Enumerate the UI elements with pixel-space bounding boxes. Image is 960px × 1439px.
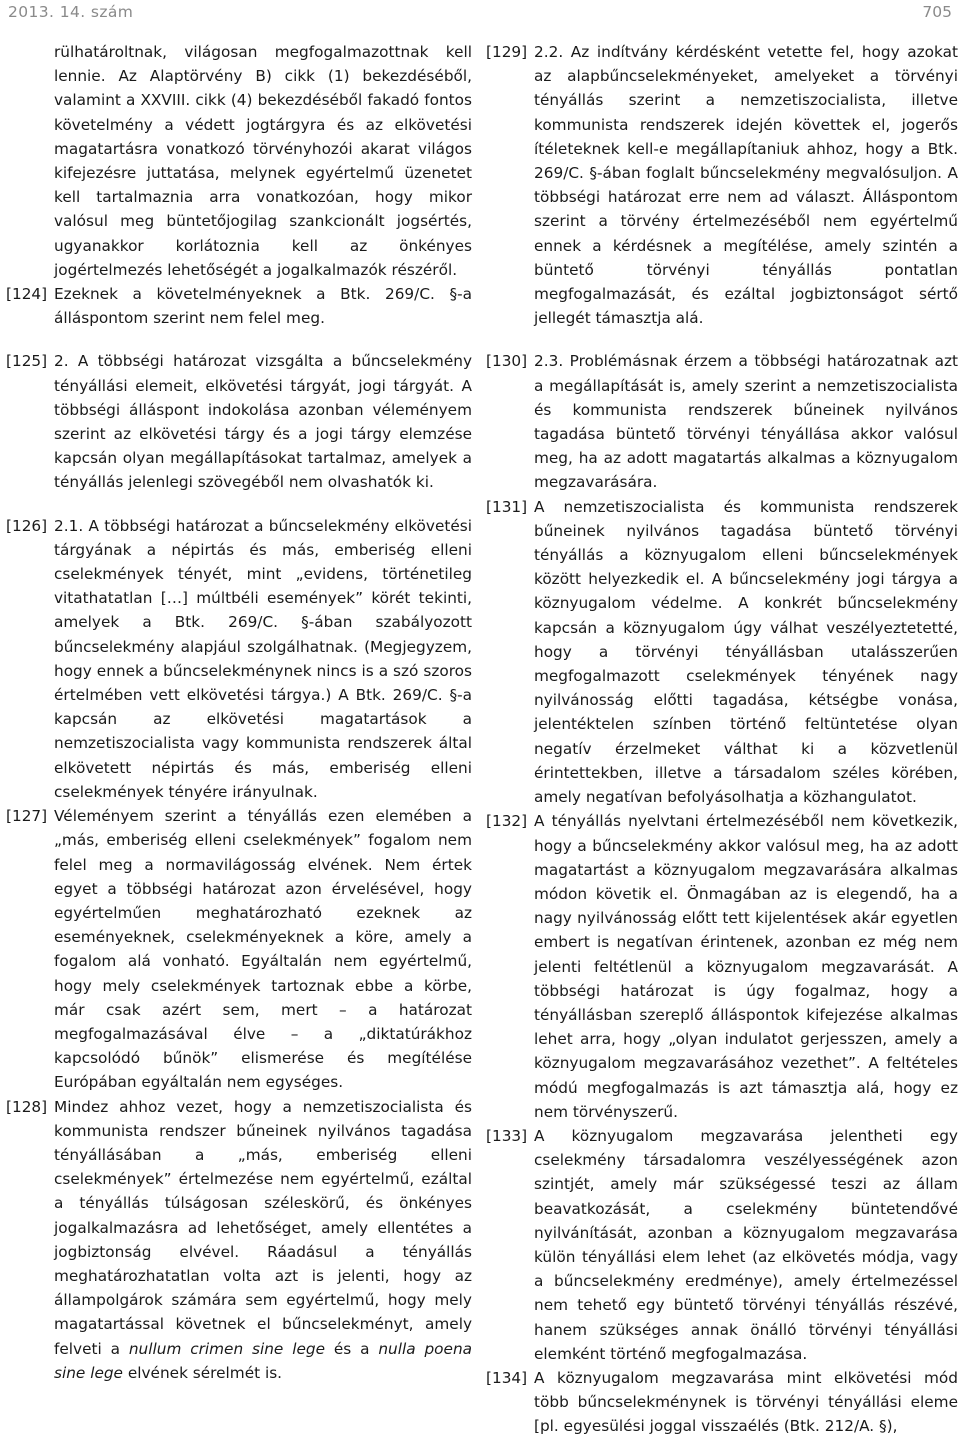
right-column — [486, 40, 958, 1439]
paragraph-131 — [486, 495, 958, 810]
paragraph-number: [133] — [486, 1126, 528, 1145]
paragraph-text — [54, 1095, 472, 1385]
paragraph-text: rülhatároltnak, világosan megfogalmazottnak kell lennie. Az Alaptörvény B) cikk (1) bekezdéséből, valamint a XXVIII. cikk (4) bekezdéséből fakadó fontos követelmény a védett jogtárgyra és az elkövetési magatartásra vonatkozó törvényhozói akarat világos kifejezésre juttatása, melynek egyértelmű üzenetet kell tartalmaznia arra vonatkozóan, hogy mikor valósul meg büntetőjogilag szankcionált jogsértés, ugyanakkor korlátoznia kell az önkényes jogértelmezés lehetőségét a jogalkalmazók részéről. — [54, 43, 472, 279]
paragraph-130 — [486, 349, 958, 494]
paragraph-text: A nemzetiszocialista és kommunista rendszerek bűneinek nyilvános tagadása büntető törvényi tényállás a köznyugalom elleni bűncselekmények között helyezkedik el. A bűncselekmény jogi tárgya a köznyugalom védelme. A konkrét bűncselekmény kapcsán a köznyugalom úgy válhat veszélyeztetetté, hogy a törvényi tényállásban utalásszerűen megfogalmazott cselekmények tényének nagy nyilvánosság előtti tagadása, kétségbe vonása, jelentéktelen színben történő feltüntetése olyan negatív érzelmeket válthat ki a közvetlenül érintettekben, illetve a társadalom széles körében, amely negatívan befolyásolhatja a közhangulatot. — [534, 497, 958, 807]
paragraph-133 — [486, 1124, 958, 1366]
paragraph-129 — [486, 40, 958, 330]
paragraph-number: [131] — [486, 497, 528, 516]
paragraph-text: 2.3. Problémásnak érzem a többségi határozatnak azt a megállapítását is, amely szerint a nemzetiszocialista és kommunista rendszerek bűneinek nyilvános tagadása büntető törvényi tényállása akkor valósul meg, ha az adott magatartás alkalmas a köznyugalom megzavarására. — [534, 352, 958, 492]
text-segment: és a — [325, 1339, 379, 1358]
continuation-paragraph — [6, 40, 472, 282]
paragraph-128 — [6, 1095, 472, 1385]
paragraph-text: A tényállás nyelvtani értelmezéséből nem következik, hogy a bűncselekmény akkor valósul meg, ha az adott magatartást a köznyugalom megzavarására alkalmas módon követik el. Önmagában az is elegendő, ha a nagy nyilvánosság előtt tett kijelentések akár egyetlen embert is negatívan érintenek, azonban ez még nem jelenti feltétlenül a köznyugalom megzavarását. A többségi határozat is úgy fogalmaz, hogy a tényállásban szereplő álláspontok kifejezése alkalmas lehet arra, hogy „olyan indulatot gerjesszen, amely a köznyugalom megzavarásához vezethet”. A feltételes módú megfogalmazás is azt támasztja alá, hogy ez nem törvényszerű. — [534, 812, 958, 1121]
left-column — [6, 40, 472, 1385]
paragraph-text: A köznyugalom megzavarása jelentheti egy cselekmény társadalomra veszélyességének azon szintjét, amely már szükségessé teszi az állam beavatkozását, a cselekmény büntetendővé nyilvánítását, azonban a köznyugalom megzavarása külön tényállási elem lehet (az elkövetés módja, vagy a bűncselekmény eredménye), amely értelmezéssel nem tehető egy büntető törvényi tényállás részévé, hanem szükséges annak önálló törvényi tényállási elemként történő megfogalmazása. — [534, 1126, 958, 1363]
page-header — [0, 0, 960, 24]
paragraph-number: [125] — [6, 352, 48, 371]
paragraph-text: 2.1. A többségi határozat a bűncselekmény elkövetési tárgyának a népirtás és más, emberiség elleni cselekmények tényét, mint „evidens, történetileg vitathatatlan […] múltbéli események” körét tekinti, amelyek a Btk. 269/C. §-ában szabályozott bűncselekmény alapjául szolgálhatnak. (Megjegyzem, hogy ennek a bűncselekménynek nincs is a szó szoros értelmében vett elkövetési tárgya.) A Btk. 269/C. §-a kapcsán az elkövetési magatartások a nemzetiszocialista vagy kommunista rendszerek által elkövetett népirtás és más, emberiség elleni cselekmények tényére irányulnak. — [54, 516, 472, 801]
paragraph-125 — [6, 349, 472, 494]
paragraph-number: [124] — [6, 285, 48, 304]
paragraph-text: Véleményem szerint a tényállás ezen elemében a „más, emberiség elleni cselekmények” fogalom nem felel meg a normavilágosság elvének. Nem értek egyet a többségi határozat azon érvelésével, hogy egyértelműen meghatározható ezeknek az eseményeknek, cselekményeknek a köre, amely a fogalom alá vonható. Egyáltalán nem egyértelmű, hogy mely cselekmények tartoznak ebbe a körbe, már csak azért sem, mert – a határozat megfogalmazásával élve – a „diktatúrákhoz kapcsolódó bűnök” elismerése és megítélése Európában egyáltalán nem egységes. — [54, 807, 472, 1092]
paragraph-number: [127] — [6, 807, 48, 826]
paragraph-number: [128] — [6, 1097, 48, 1116]
paragraph-text: Ezeknek a követelményeknek a Btk. 269/C. §-a álláspontom szerint nem felel meg. — [54, 285, 472, 328]
paragraph-124 — [6, 282, 472, 330]
paragraph-number: [132] — [486, 812, 528, 831]
paragraph-text: A köznyugalom megzavarása mint elkövetési mód több bűncselekménynek is törvényi tényállási eleme [pl. egyesülési joggal visszaélés (Btk. 212/A. §), — [534, 1368, 958, 1436]
paragraph-126 — [6, 514, 472, 804]
paragraph-number: [134] — [486, 1368, 528, 1387]
paragraph-number: [130] — [486, 352, 528, 371]
paragraph-127 — [6, 804, 472, 1094]
paragraph-number: [129] — [486, 43, 528, 61]
text-segment: elvének sérelmét is. — [122, 1363, 283, 1382]
page-number: 705 — [922, 3, 952, 21]
text-segment: Mindez ahhoz vezet, hogy a nemzetiszocialista és kommunista rendszer bűneinek nyilvános tagadása tényállásában a „más, emberiség elleni cselekmények” értelmezése nem egyértelmű, ezáltal a tényállás túlságosan széleskörű, és önkényes jogalkalmazásra ad lehetőséget, amely ellentétes a jogbiztonság elvével. Ráadásul a tényállás meghatározhatatlan volta azt is jelenti, hogy az állampolgárok számára sem egyértelmű, hogy mely magatartással követnek el bűncselekményt, amely felveti a — [54, 1097, 472, 1358]
latin-phrase: nulla poena sine lege — [54, 1339, 473, 1382]
paragraph-text: 2.2. Az indítvány kérdésként vetette fel, hogy azokat az alapbűncselekményeket, amelyeket a törvényi tényállás szerint a nemzetiszocialista, illetve kommunista rendszerek idején követtek el, jogerős ítéleteknek kell-e megállapítaniuk ahhoz, hogy a Btk. 269/C. §-ában foglalt bűncselekmény megvalósuljon. A többségi határozat erre nem ad választ. Álláspontom szerint a törvény értelmezéséből nem egyértelmű ennek a kérdésnek a megítélése, amely szintén a büntető törvényi tényállás pontatlan megfogalmazását, és ezáltal jogbiztonságot sértő jellegét támasztja alá. — [534, 43, 958, 328]
paragraph-text: 2. A többségi határozat vizsgálta a bűncselekmény tényállási elemeit, elkövetési tárgyát, jogi tárgyát. A többségi álláspont indokolása azonban véleményem szerint az elkövetési tárgy és a jogi tárgy elemzése kapcsán olyan megállapításokat tartalmaz, amelyek a tényállás jelenlegi szövegéből nem olvashatók ki. — [54, 352, 472, 492]
issue-label: 2013. 14. szám — [8, 3, 134, 21]
paragraph-number: [126] — [6, 516, 48, 535]
paragraph-134 — [486, 1366, 958, 1439]
paragraph-132 — [486, 809, 958, 1124]
latin-phrase: nullum crimen sine lege — [128, 1339, 325, 1358]
